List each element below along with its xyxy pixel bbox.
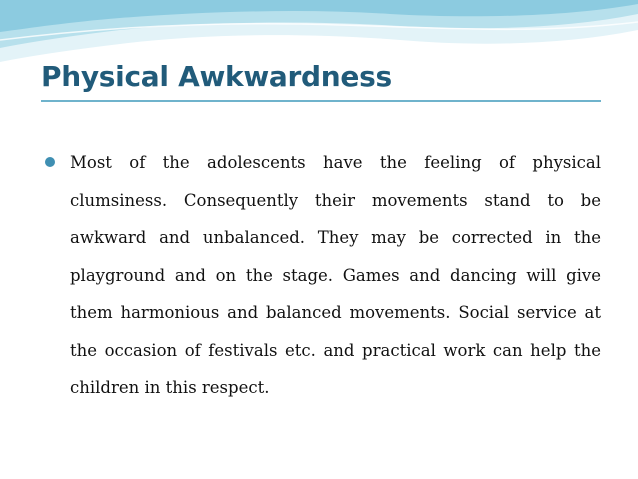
bullet-item — [70, 144, 601, 407]
title-underline — [41, 100, 601, 102]
slide-title: Physical Awkwardness — [41, 60, 392, 93]
bullet-list — [70, 144, 601, 407]
bullet-dot-icon — [45, 157, 55, 167]
bullet-text: Most of the adolescents have the feeling of physical clumsiness. Consequently their movements stand to be awkward and unbalanced. They may be corrected in the playground and on the stage. Games and dancing will give them harmonious and balanced movements. Social service at the occasion of festivals etc. and practical work can help the children in this respect. — [70, 153, 601, 397]
